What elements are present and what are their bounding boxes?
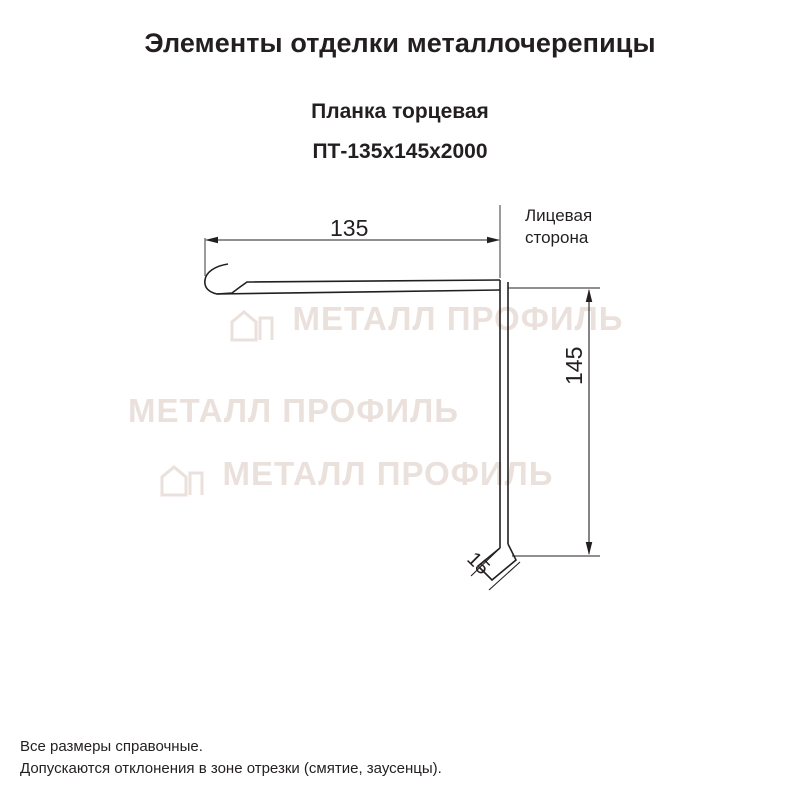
face-side-label	[525, 205, 592, 249]
product-name: Планка торцевая	[311, 100, 489, 123]
face-side-label-line1: Лицевая	[525, 206, 593, 225]
watermark-text: МЕТАЛЛ ПРОФИЛЬ	[292, 300, 624, 337]
product-code: ПТ-135х145х2000	[312, 140, 488, 163]
dimension-line-lip-2	[489, 562, 520, 590]
face-side-label-line2: сторона	[525, 228, 589, 247]
dimension-label-width: 135	[330, 215, 369, 241]
extension-lines	[205, 205, 600, 556]
footnote-dimensions: Все размеры справочные.	[20, 738, 203, 755]
dimension-label-lip: 15	[462, 548, 494, 580]
watermark-text: МЕТАЛЛ ПРОФИЛЬ	[128, 392, 460, 429]
dimension-label-height: 145	[561, 346, 587, 385]
page-title: Элементы отделки металлочерепицы	[144, 28, 656, 58]
profile-outline	[205, 264, 516, 580]
watermark-text: МЕТАЛЛ ПРОФИЛЬ	[222, 455, 554, 492]
footnote-tolerance: Допускаются отклонения в зоне отрезки (смятие, заусенцы).	[20, 760, 442, 777]
